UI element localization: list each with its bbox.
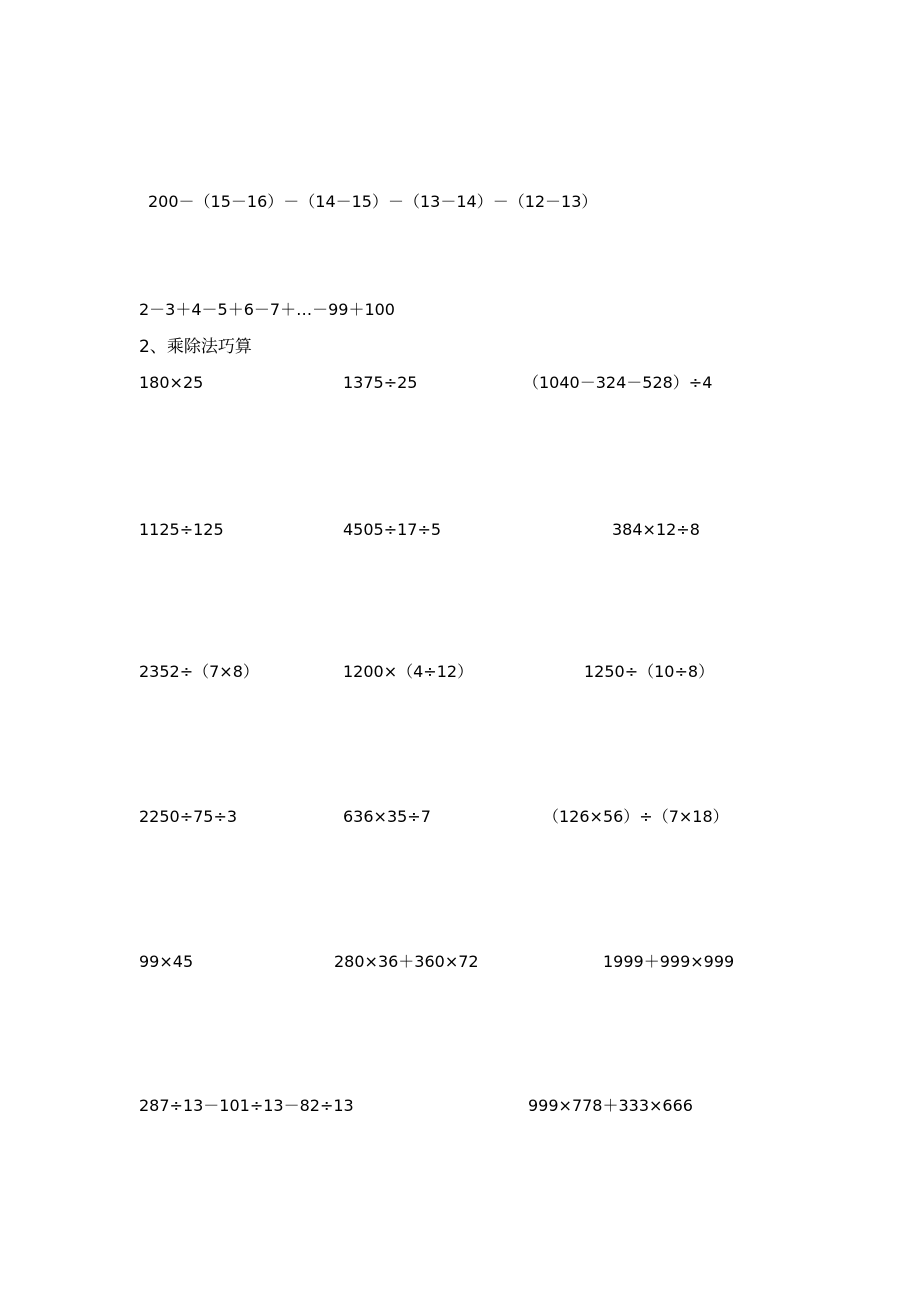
problem-expression: 384×12÷8 <box>612 520 700 539</box>
problem-expression: 180×25 <box>139 373 204 392</box>
problem-expression: 280×36＋360×72 <box>334 952 479 971</box>
section-heading: 2、乘除法巧算 <box>139 337 252 357</box>
problem-expression: 1375÷25 <box>343 373 418 392</box>
problem-expression: （126×56）÷（7×18） <box>543 807 729 826</box>
problem-expression: 1999＋999×999 <box>603 952 735 971</box>
problem-expression: 287÷13－101÷13－82÷13 <box>139 1096 354 1115</box>
problem-expression: 4505÷17÷5 <box>343 520 442 539</box>
problem-expression: （1040－324－528）÷4 <box>523 373 713 392</box>
problem-expression: 1250÷（10÷8） <box>584 662 715 681</box>
problem-expression: 1125÷125 <box>139 520 224 539</box>
problem-expression: 999×778＋333×666 <box>528 1096 693 1115</box>
problem-expression: 1200×（4÷12） <box>343 662 474 681</box>
problem-expression: 2250÷75÷3 <box>139 807 238 826</box>
problem-expression: 2－3＋4－5＋6－7＋…－99＋100 <box>139 300 395 319</box>
problem-expression: 2352÷（7×8） <box>139 662 259 681</box>
problem-expression: 99×45 <box>139 952 194 971</box>
problem-expression: 200－（15－16）－（14－15）－（13－14）－（12－13） <box>148 192 598 211</box>
problem-expression: 636×35÷7 <box>343 807 431 826</box>
